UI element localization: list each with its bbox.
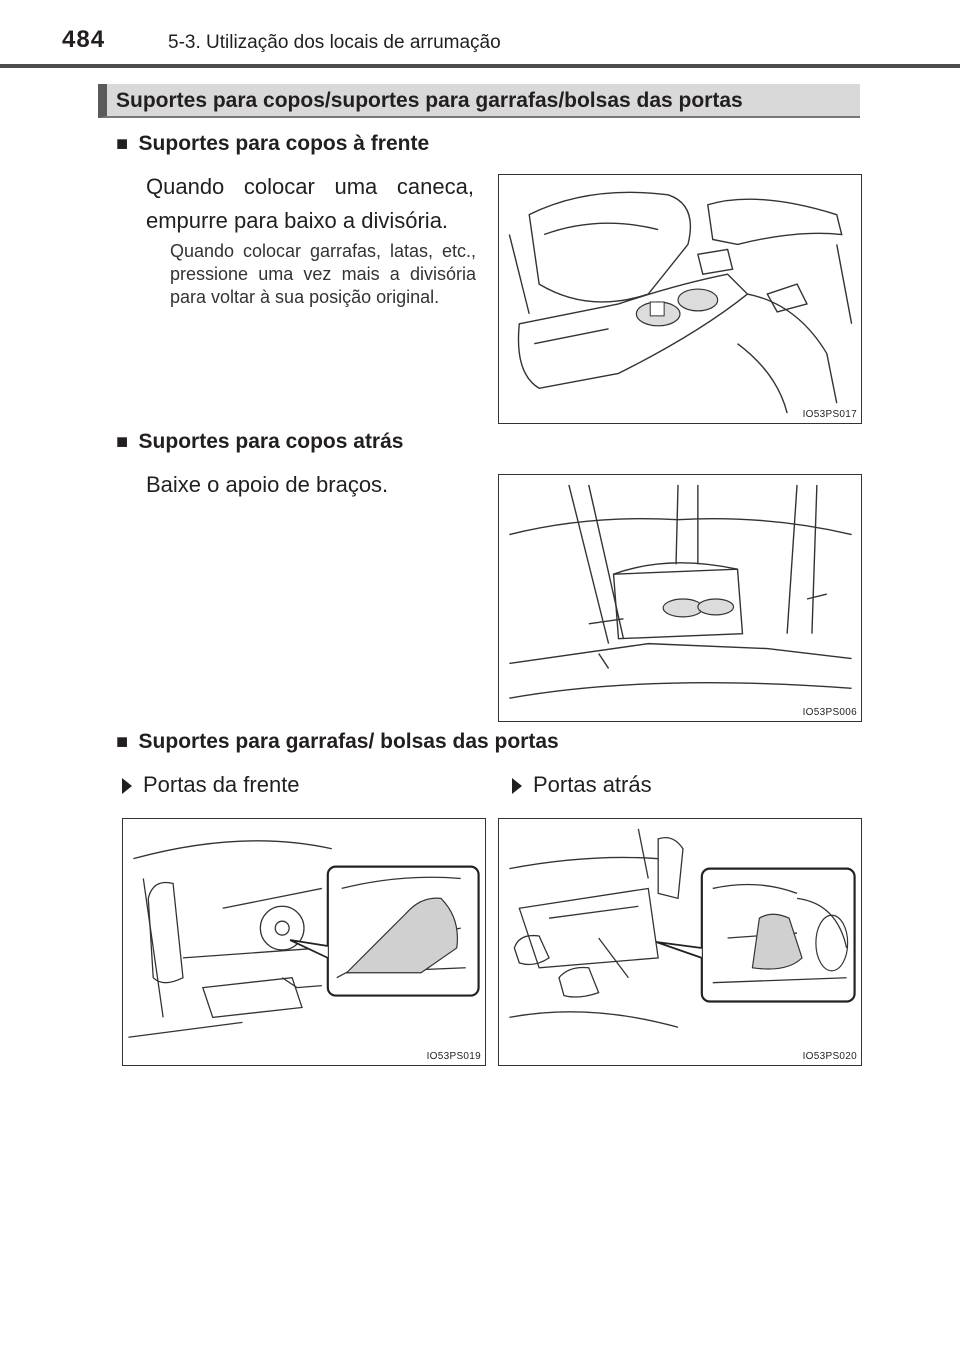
console-cup-holder-drawing: [499, 175, 861, 423]
rear-door-illustration: [498, 818, 862, 1066]
figure-code-020: IO53PS020: [802, 1051, 857, 1062]
page-number: 484: [62, 26, 106, 53]
square-bullet-icon: ■: [116, 731, 129, 753]
front-cup-heading: [116, 132, 429, 156]
rear-cup-heading: [116, 430, 403, 454]
section-title: Suportes para copos/suportes para garrafas/bolsas das portas: [116, 89, 743, 112]
front-door-pocket-drawing: [123, 819, 485, 1065]
front-cup-note: Quando colocar garrafas, latas, etc., pressione uma vez mais a divisória para voltar à sua posição original.: [170, 241, 476, 307]
triangle-bullet-icon: [122, 778, 132, 794]
front-door-illustration: [122, 818, 486, 1066]
rear-cup-illustration: [498, 474, 862, 722]
triangle-bullet-icon: [512, 778, 522, 794]
square-bullet-icon: ■: [116, 431, 129, 453]
header-rule: [0, 64, 960, 68]
rear-cup-text: Baixe o apoio de braços.: [146, 472, 389, 497]
square-bullet-icon: ■: [116, 133, 129, 155]
rear-doors-label: Portas atrás: [533, 772, 652, 797]
chapter-title: 5-3. Utilização dos locais de arrumação: [168, 32, 501, 53]
rear-cup-title: Suportes para copos atrás: [138, 430, 404, 453]
rear-armrest-drawing: [499, 475, 861, 721]
figure-code-006: IO53PS006: [802, 707, 857, 718]
figure-code-017: IO53PS017: [802, 409, 857, 420]
rear-door-pocket-drawing: [499, 819, 861, 1065]
bottle-holders-heading: [116, 730, 559, 754]
figure-code-019: IO53PS019: [426, 1051, 481, 1062]
bottle-holders-title: Suportes para garrafas/ bolsas das portas: [138, 730, 559, 753]
front-cup-text: Quando colocar uma caneca, empurre para baixo a divisória.: [146, 174, 474, 233]
front-doors-label: Portas da frente: [143, 772, 300, 797]
front-cup-title: Suportes para copos à frente: [138, 132, 430, 155]
front-cup-illustration: [498, 174, 862, 424]
